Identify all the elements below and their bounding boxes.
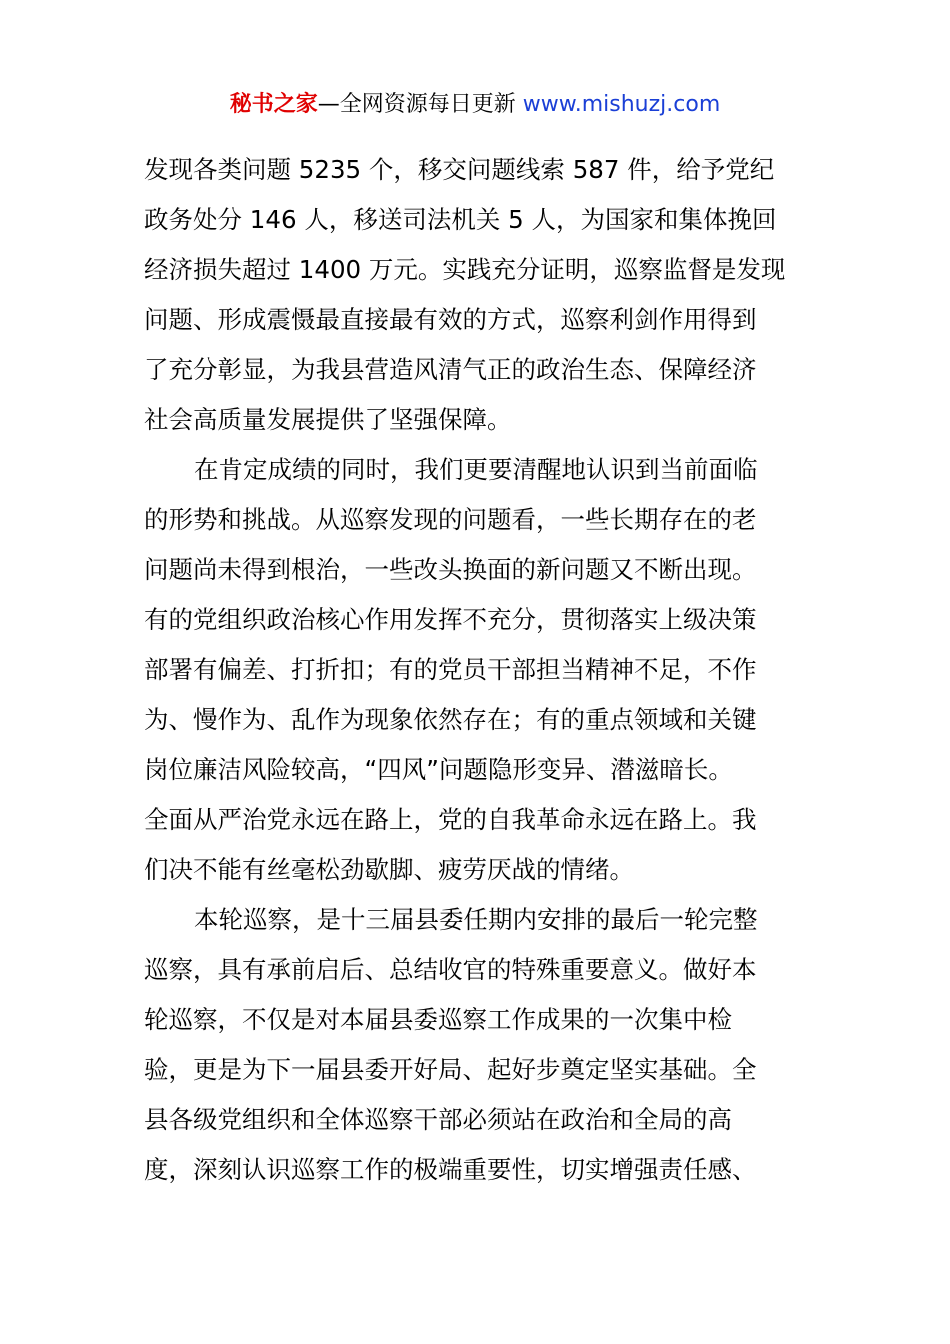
header-tagline: —全网资源每日更新: [317, 92, 523, 117]
text-line: 轮巡察，不仅是对本届县委巡察工作成果的一次集中检: [144, 1005, 732, 1034]
text-line: 全面从严治党永远在路上，党的自我革命永远在路上。我: [144, 805, 757, 834]
text-line: 岗位廉洁风险较高，“四风”问题隐形变异、潜滋暗长。: [144, 755, 733, 784]
text-line: 巡察，具有承前启后、总结收官的特殊重要意义。做好本: [144, 955, 757, 984]
text-line: 为、慢作为、乱作为现象依然存在；有的重点领域和关键: [144, 705, 757, 734]
text-line: 有的党组织政治核心作用发挥不充分，贯彻落实上级决策: [144, 605, 757, 634]
text-line: 度，深刻认识巡察工作的极端重要性，切实增强责任感、: [144, 1155, 757, 1184]
text-line: 问题尚未得到根治，一些改头换面的新问题又不断出现。: [144, 555, 757, 584]
text-line: 们决不能有丝毫松劲歇脚、疲劳厌战的情绪。: [144, 855, 634, 884]
paragraph-start-line: 本轮巡察，是十三届县委任期内安排的最后一轮完整: [194, 905, 758, 934]
brand-name: 秘书之家: [229, 92, 318, 117]
text-line: 县各级党组织和全体巡察干部必须站在政治和全局的高: [144, 1105, 732, 1134]
text-line: 了充分彰显，为我县营造风清气正的政治生态、保障经济: [144, 355, 757, 384]
paragraph-start-line: 在肯定成绩的同时，我们更要清醒地认识到当前面临: [194, 455, 758, 484]
text-line: 问题、形成震慑最直接最有效的方式，巡察利剑作用得到: [144, 305, 757, 334]
text-line: 验，更是为下一届县委开好局、起好步奠定坚实基础。全: [144, 1055, 757, 1084]
document-body: [144, 145, 814, 1195]
page-header: [0, 88, 950, 122]
text-line: 的形势和挑战。从巡察发现的问题看，一些长期存在的老: [144, 505, 757, 534]
text-line: 社会高质量发展提供了坚强保障。: [144, 405, 512, 434]
text-line: 部署有偏差、打折扣；有的党员干部担当精神不足，不作: [144, 655, 757, 684]
site-link[interactable]: www.mishuzj.com: [522, 92, 721, 117]
text-line: 政务处分 146 人，移送司法机关 5 人，为国家和集体挽回: [144, 205, 777, 234]
text-line: 经济损失超过 1400 万元。实践充分证明，巡察监督是发现: [144, 255, 786, 284]
text-line: 发现各类问题 5235 个，移交问题线索 587 件，给予党纪: [144, 155, 775, 184]
